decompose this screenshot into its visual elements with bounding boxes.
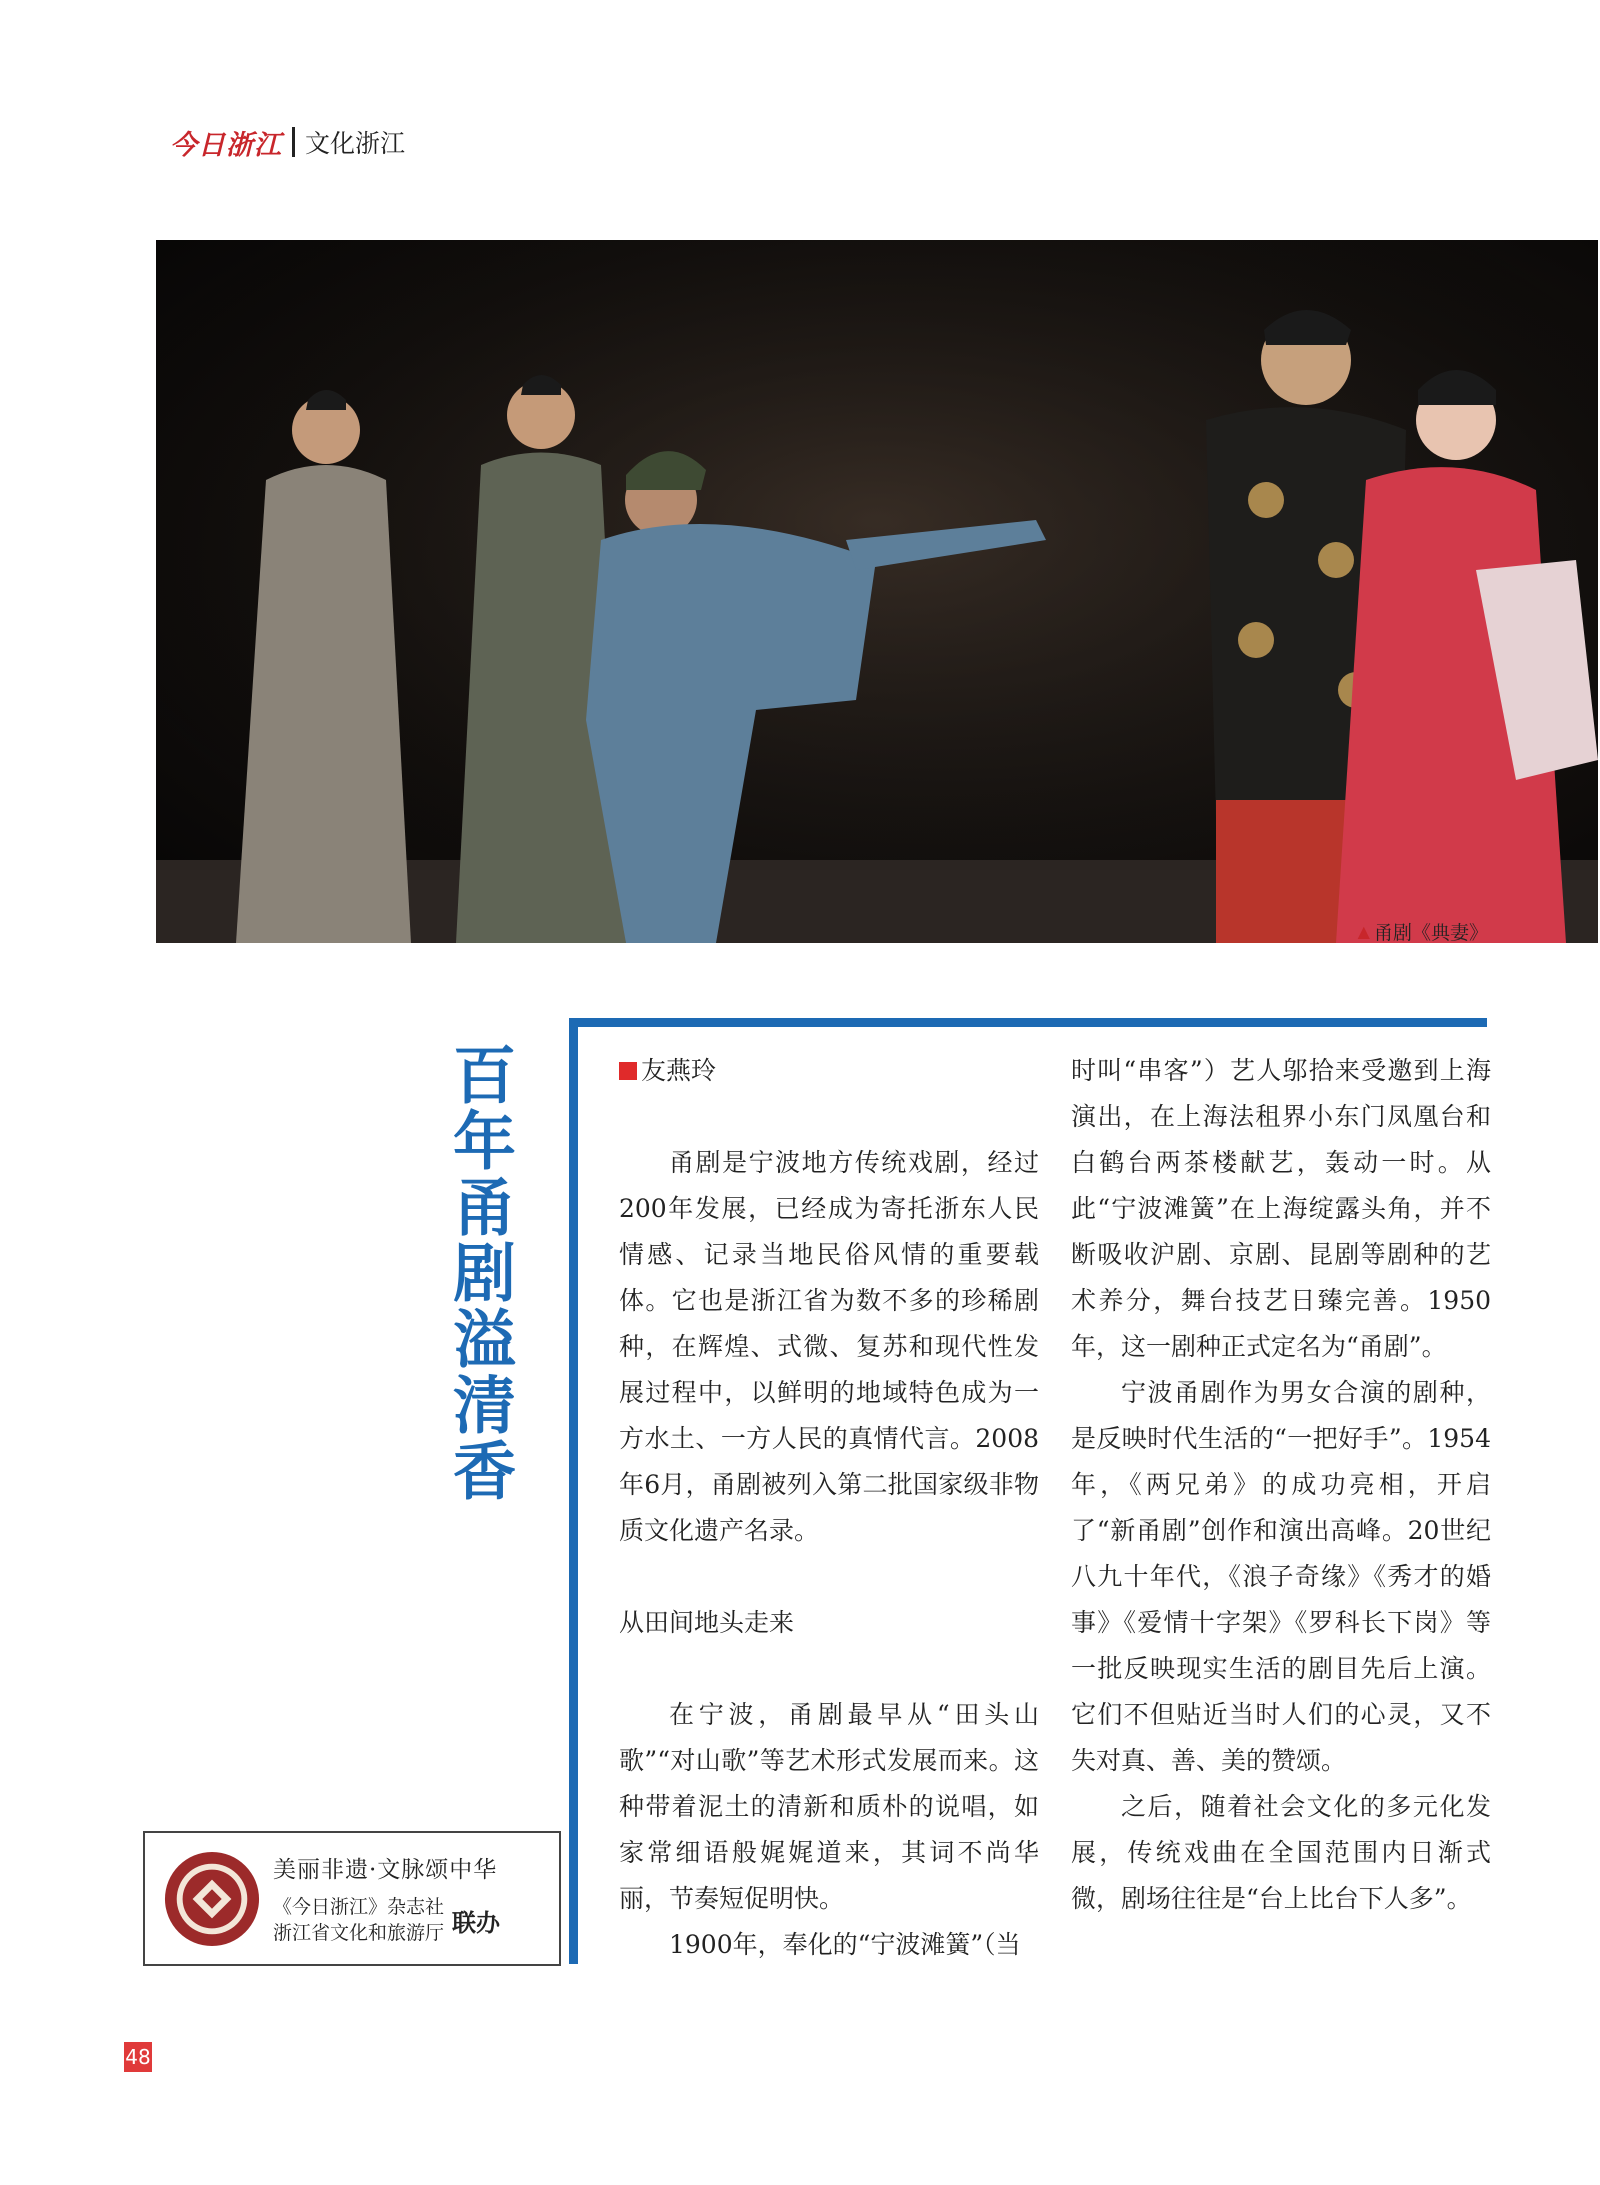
- article-title: 百年甬剧溢清香: [443, 1042, 516, 1504]
- sponsor-box: [143, 1831, 561, 1966]
- author-name: 友燕玲: [641, 1056, 717, 1085]
- paragraph: 1900年，奉化的“宁波滩簧”（当: [669, 1930, 1021, 1959]
- author-square-icon: [619, 1062, 637, 1080]
- header-divider: [292, 127, 295, 157]
- caption-triangle-icon: ▲: [1357, 922, 1370, 941]
- sponsor-org-1: 《今日浙江》杂志社: [273, 1896, 445, 1918]
- title-rule-horizontal: [569, 1018, 1487, 1027]
- paragraph: 之后，随着社会文化的多元化发展，传统戏曲在全国范围内日渐式微，剧场往往是“台上比台下人多”。: [1071, 1792, 1491, 1913]
- article-column-2: [1071, 1048, 1491, 1922]
- paragraph: 时叫“串客”）艺人邬拾来受邀到上海演出，在上海法租界小东门凤凰台和白鹤台两茶楼献艺，轰动一时。从此“宁波滩簧”在上海绽露头角，并不断吸收沪剧、京剧、昆剧等剧种的艺术养分，舞台技艺日臻完善。1950年，这一剧种正式定名为“甬剧”。: [1071, 1056, 1491, 1361]
- section-name: 文化浙江: [305, 129, 406, 158]
- subheading: 从田间地头走来: [619, 1608, 795, 1637]
- photo-caption: [1358, 918, 1488, 945]
- paragraph: 宁波甬剧作为男女合演的剧种，是反映时代生活的“一把好手”。1954年，《两兄弟》的成功亮相，开启了“新甬剧”创作和演出高峰。20世纪八九十年代，《浪子奇缘》《秀才的婚事》《爱情十字架》《罗科长下岗》等一批反映现实生活的剧目先后上演。它们不但贴近当时人们的心灵，又不失对真、善、美的赞颂。: [1071, 1378, 1491, 1775]
- sponsor-org-2: 浙江省文化和旅游厅: [273, 1922, 445, 1944]
- article-column-1: [619, 1048, 1039, 1968]
- stage-photo-illustration: [156, 240, 1598, 943]
- magazine-brand-logo: 今日浙江: [170, 129, 282, 161]
- sponsor-joint: 联办: [452, 1907, 501, 1937]
- page-number: 48: [124, 2042, 152, 2072]
- stage-photo: [156, 240, 1598, 943]
- paragraph: 甬剧是宁波地方传统戏剧，经过200年发展，已经成为寄托浙东人民情感、记录当地民俗风情的重要载体。它也是浙江省为数不多的珍稀剧种，在辉煌、式微、复苏和现代性发展过程中，以鲜明的地域特色成为一方水土、一方人民的真情代言。2008年6月，甬剧被列入第二批国家级非物质文化遗产名录。: [619, 1148, 1039, 1545]
- page-header: [170, 124, 405, 160]
- heritage-seal-icon: [163, 1850, 261, 1948]
- title-rule-vertical: [569, 1018, 578, 1964]
- author-byline: [619, 1048, 1039, 1094]
- sponsor-text: [273, 1851, 500, 1946]
- paragraph: 在宁波，甬剧最早从“田头山歌”“对山歌”等艺术形式发展而来。这种带着泥土的清新和质朴的说唱，如家常细语般娓娓道来，其词不尚华丽，节奏短促明快。: [619, 1700, 1039, 1913]
- caption-text: 甬剧《典妻》: [1373, 922, 1488, 944]
- sponsor-slogan: 美丽非遗·文脉颂中华: [273, 1857, 498, 1883]
